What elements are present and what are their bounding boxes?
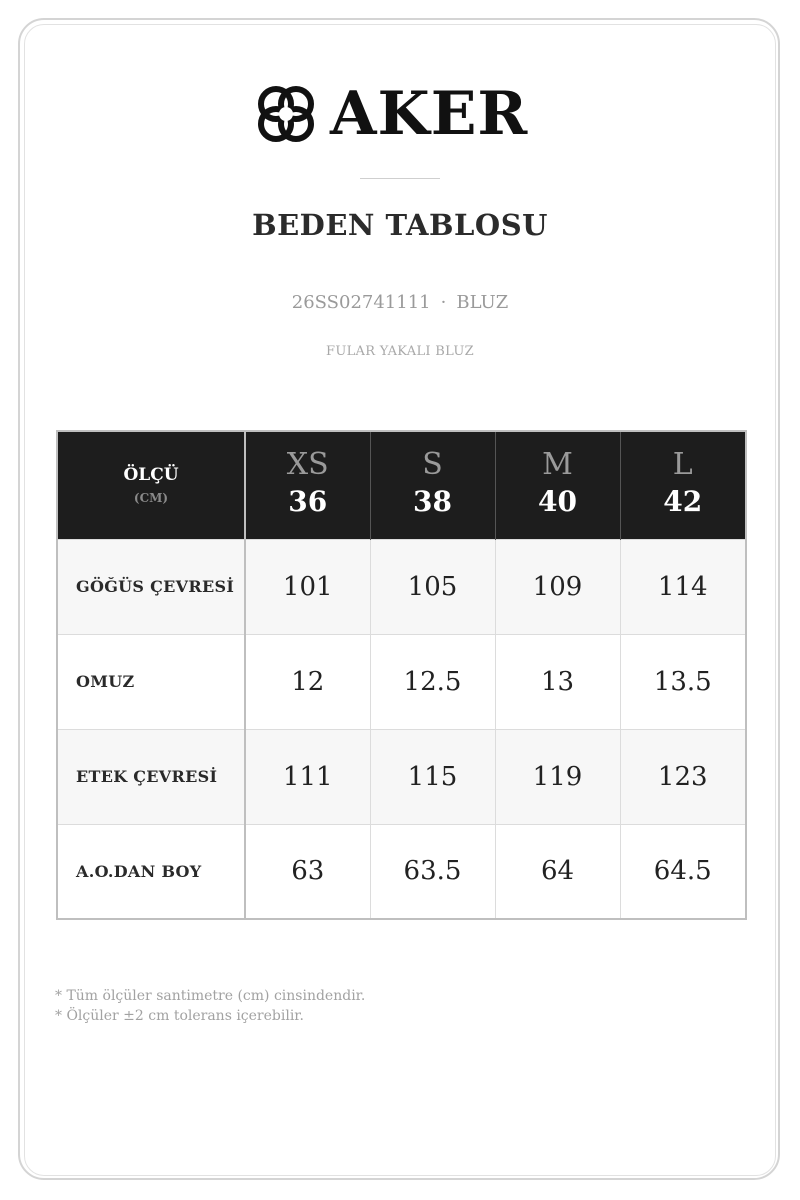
size-number: 42 [663,485,703,519]
size-letter: L [672,447,693,483]
size-header-row [57,431,746,539]
table-cell: 119 [495,729,620,824]
table-cell: 63.5 [370,824,495,919]
measure-header-unit: (CM) [133,491,169,506]
table-cell: 114 [620,539,746,634]
table-cell: 13 [495,634,620,729]
footnotes [55,986,365,1026]
table-cell: 105 [370,539,495,634]
table-cell: 64 [495,824,620,919]
size-number: 38 [413,485,452,519]
table-row [57,729,746,824]
measure-header-label: ÖLÇÜ [123,465,179,486]
product-code: 26SS02741111 [291,292,431,313]
product-code-line [0,292,800,313]
size-letter: S [422,447,443,483]
table-cell: 63 [245,824,370,919]
size-header-l [620,431,746,539]
footnote: * Ölçüler ±2 cm tolerans içerebilir. [55,1008,304,1024]
row-label: OMUZ [57,634,245,729]
footnote: * Tüm ölçüler santimetre (cm) cinsindendir. [55,988,366,1004]
table-cell: 111 [245,729,370,824]
size-letter: XS [286,447,329,483]
table-cell: 123 [620,729,746,824]
table-cell: 101 [245,539,370,634]
row-label: GÖĞÜS ÇEVRESİ [57,539,245,634]
table-cell: 109 [495,539,620,634]
table-cell: 64.5 [620,824,746,919]
size-header-m [495,431,620,539]
table-cell: 12 [245,634,370,729]
knot-monogram-icon [252,80,320,148]
table-row [57,824,746,919]
table-cell: 12.5 [370,634,495,729]
brand-name: AKER [330,79,529,149]
row-label: A.O.DAN BOY [57,824,245,919]
table-cell: 13.5 [620,634,746,729]
size-table [56,430,747,920]
measure-header [57,431,245,539]
table-row [57,539,746,634]
separator-dot: · [440,292,447,313]
size-header-s [370,431,495,539]
brand-logo [252,78,552,150]
table-cell: 115 [370,729,495,824]
page-title: BEDEN TABLOSU [252,208,548,242]
title-divider [360,178,440,179]
size-header-xs [245,431,370,539]
row-label: ETEK ÇEVRESİ [57,729,245,824]
size-number: 36 [288,485,328,519]
size-letter: M [542,447,573,483]
product-name: FULAR YAKALI BLUZ [326,344,474,359]
table-row [57,634,746,729]
size-number: 40 [538,485,577,519]
product-category: BLUZ [456,292,509,313]
